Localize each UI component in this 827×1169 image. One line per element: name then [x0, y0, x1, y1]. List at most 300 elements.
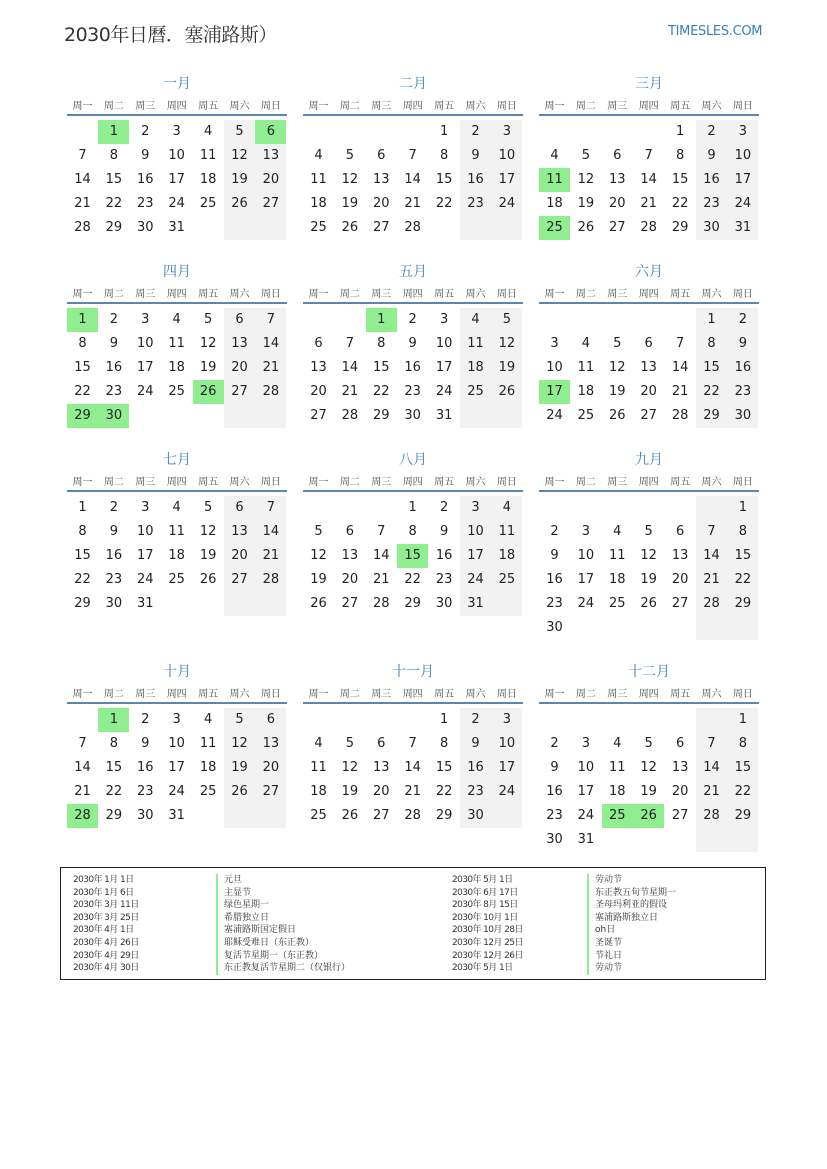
legend-holiday-name: 塞浦路斯独立日: [587, 912, 658, 925]
day-cell: 3: [581, 736, 591, 751]
day-cell: 10: [168, 736, 185, 751]
day-cell: 26: [341, 220, 359, 235]
day-cell: 29: [435, 808, 453, 823]
day-cell: 16: [137, 760, 154, 775]
header-divider: [303, 302, 523, 304]
weekday-header: 周五: [198, 689, 219, 700]
day-cell: 24: [491, 780, 522, 804]
day-cell: 22: [727, 568, 758, 592]
day-cell: 16: [404, 360, 421, 375]
day-cell: 4: [203, 712, 213, 727]
day-cell: 19: [199, 548, 217, 563]
day-cell: 16: [546, 572, 563, 587]
day-cell: 19: [577, 196, 595, 211]
day-cell: 25: [199, 784, 217, 799]
day-cell: 14: [74, 760, 91, 775]
day-cell: 28: [671, 408, 689, 423]
month-name: 七月: [163, 452, 191, 468]
weekday-header: 周日: [260, 689, 281, 700]
day-cell: 31: [168, 220, 185, 235]
day-cell: 12: [577, 172, 595, 187]
day-cell: 10: [137, 336, 154, 351]
day-cell: 28: [696, 592, 727, 616]
weekday-header: 周二: [575, 689, 596, 700]
day-cell: 16: [137, 172, 154, 187]
weekday-header: 周五: [670, 477, 691, 488]
day-cell: 15: [727, 544, 758, 568]
legend-holiday-name: 劳动节: [587, 962, 622, 975]
empty-weekend-cell: [696, 496, 727, 520]
weekday-header: 周四: [402, 289, 423, 300]
day-cell: 5: [345, 736, 355, 751]
day-cell: 29: [74, 596, 91, 611]
day-cell: 18: [199, 172, 217, 187]
day-cell: 14: [255, 332, 286, 356]
day-cell: 17: [727, 168, 758, 192]
weekday-header: 周三: [135, 477, 156, 488]
day-cell: 24: [137, 572, 154, 587]
day-cell: 8: [109, 736, 119, 751]
day-cell: 3: [439, 312, 449, 327]
day-cell: 21: [341, 384, 359, 399]
day-cell: 21: [671, 384, 689, 399]
weekday-header: 周四: [638, 101, 659, 112]
day-cell: 26: [609, 408, 626, 423]
day-cell: 17: [168, 760, 185, 775]
day-cell: 14: [671, 360, 689, 375]
weekday-header: 周五: [670, 101, 691, 112]
day-cell: 21: [640, 196, 657, 211]
weekday-header: 周日: [732, 477, 753, 488]
day-cell: 29: [671, 220, 689, 235]
day-cell: 26: [310, 596, 327, 611]
weekday-header: 周四: [402, 477, 423, 488]
day-cell: 6: [255, 708, 286, 732]
day-cell: 22: [435, 196, 453, 211]
weekday-header: 周一: [308, 477, 329, 488]
day-cell: 3: [460, 496, 491, 520]
weekday-header: 周二: [339, 477, 360, 488]
day-cell: 1: [727, 496, 758, 520]
day-cell: 3: [172, 124, 181, 139]
day-cell: 2: [439, 500, 449, 515]
day-cell: 2: [408, 312, 417, 327]
day-cell: 27: [609, 220, 626, 235]
weekday-header: 周二: [339, 101, 360, 112]
day-cell: 9: [109, 524, 119, 539]
weekday-header: 周二: [339, 289, 360, 300]
day-cell: 3: [491, 708, 522, 732]
day-cell: 19: [609, 384, 626, 399]
header-divider: [539, 490, 759, 492]
header-divider: [67, 702, 287, 704]
empty-weekend-cell: [727, 828, 758, 852]
day-cell: 31: [435, 408, 453, 423]
weekday-header: 周三: [607, 477, 628, 488]
legend-date: 2030年 4月 29日: [73, 950, 139, 961]
day-cell: 6: [613, 148, 622, 163]
legend-holiday-name: 劳动节: [587, 874, 622, 887]
day-cell: 16: [546, 784, 563, 799]
weekday-header: 周六: [229, 101, 250, 112]
day-cell: 22: [105, 784, 123, 799]
day-cell: 6: [675, 736, 685, 751]
day-cell: 6: [224, 308, 255, 332]
weekday-header: 周日: [496, 289, 517, 300]
day-cell: 4: [314, 736, 323, 751]
day-cell: 7: [644, 148, 653, 163]
day-cell: 15: [727, 756, 758, 780]
weekday-header: 周四: [166, 289, 187, 300]
day-cell: 28: [341, 408, 359, 423]
day-cell: 11: [168, 336, 185, 351]
day-cell: 12: [199, 524, 217, 539]
day-cell: 15: [435, 172, 453, 187]
header-divider: [303, 114, 523, 116]
weekday-header: 周五: [434, 289, 455, 300]
brand-link[interactable]: TIMESLES.COM: [668, 24, 763, 39]
day-cell: 17: [435, 360, 453, 375]
empty-weekend-cell: [696, 828, 727, 852]
day-cell: 17: [460, 544, 491, 568]
day-cell: 5: [224, 120, 255, 144]
month-name: 十一月: [392, 664, 434, 680]
day-cell: 23: [105, 384, 123, 399]
day-cell: 9: [460, 144, 491, 168]
weekday-header: 周一: [544, 689, 565, 700]
day-cell: 6: [377, 148, 386, 163]
day-cell: 30: [105, 596, 123, 611]
day-cell: 7: [408, 736, 417, 751]
day-cell: 9: [727, 332, 758, 356]
day-cell: 24: [435, 384, 453, 399]
day-cell: 28: [404, 808, 421, 823]
day-cell: 8: [696, 332, 727, 356]
day-cell: 7: [696, 520, 727, 544]
day-cell: 4: [172, 500, 181, 515]
day-cell: 22: [74, 384, 91, 399]
weekday-header: 周三: [371, 689, 392, 700]
day-cell: 4: [203, 124, 213, 139]
day-cell: 10: [137, 524, 154, 539]
holiday-day-cell: 11: [539, 168, 570, 192]
day-cell: 12: [491, 332, 522, 356]
day-cell: 23: [696, 192, 727, 216]
day-cell: 16: [727, 356, 758, 380]
holiday-day-cell: 1: [98, 120, 129, 144]
holiday-day-cell: 15: [397, 544, 428, 568]
day-cell: 1: [78, 500, 87, 515]
month-name: 二月: [399, 76, 427, 92]
empty-weekend-cell: [224, 804, 255, 828]
day-cell: 22: [74, 572, 91, 587]
weekday-header: 周六: [701, 289, 722, 300]
day-cell: 7: [78, 148, 87, 163]
month-name: 六月: [635, 264, 663, 280]
day-cell: 9: [550, 760, 559, 775]
weekday-header: 周一: [72, 289, 93, 300]
header-divider: [67, 302, 287, 304]
empty-weekend-cell: [491, 216, 522, 240]
day-cell: 27: [671, 596, 689, 611]
day-cell: 21: [74, 196, 91, 211]
header-divider: [539, 702, 759, 704]
weekday-header: 周六: [465, 101, 486, 112]
day-cell: 18: [491, 544, 522, 568]
header-divider: [539, 114, 759, 116]
day-cell: 2: [460, 120, 491, 144]
weekday-header: 周三: [135, 689, 156, 700]
weekday-header: 周六: [229, 289, 250, 300]
day-cell: 17: [577, 784, 595, 799]
day-cell: 25: [310, 220, 327, 235]
weekday-header: 周六: [465, 477, 486, 488]
day-cell: 10: [577, 760, 595, 775]
legend-date: 2030年 10月 28日: [452, 925, 523, 936]
empty-weekend-cell: [460, 216, 491, 240]
header-divider: [303, 702, 523, 704]
weekday-header: 周五: [198, 101, 219, 112]
day-cell: 1: [727, 708, 758, 732]
legend-holiday-name: 东正教五旬节星期一: [587, 887, 676, 900]
day-cell: 3: [172, 712, 181, 727]
day-cell: 5: [613, 336, 622, 351]
day-cell: 22: [373, 384, 390, 399]
day-cell: 18: [168, 548, 185, 563]
weekday-header: 周六: [229, 689, 250, 700]
day-cell: 17: [491, 168, 522, 192]
holiday-day-cell: 6: [255, 120, 286, 144]
holiday-day-cell: 1: [67, 308, 98, 332]
day-cell: 27: [255, 780, 286, 804]
header-divider: [539, 302, 759, 304]
weekday-header: 周六: [465, 689, 486, 700]
day-cell: 27: [640, 408, 657, 423]
day-cell: 28: [255, 380, 286, 404]
day-cell: 25: [310, 808, 327, 823]
day-cell: 10: [460, 520, 491, 544]
weekday-header: 周二: [575, 101, 596, 112]
day-cell: 11: [491, 520, 522, 544]
weekday-header: 周日: [496, 477, 517, 488]
day-cell: 2: [109, 312, 119, 327]
empty-weekend-cell: [696, 708, 727, 732]
holiday-day-cell: 17: [539, 380, 570, 404]
day-cell: 22: [696, 380, 727, 404]
day-cell: 24: [168, 784, 185, 799]
day-cell: 25: [491, 568, 522, 592]
day-cell: 26: [341, 808, 359, 823]
day-cell: 24: [168, 196, 185, 211]
day-cell: 15: [696, 356, 727, 380]
weekday-header: 周三: [607, 289, 628, 300]
day-cell: 6: [377, 736, 386, 751]
day-cell: 27: [310, 408, 327, 423]
day-cell: 19: [640, 784, 657, 799]
day-cell: 18: [609, 572, 626, 587]
weekday-header: 周五: [434, 101, 455, 112]
day-cell: 16: [460, 168, 491, 192]
day-cell: 16: [460, 756, 491, 780]
weekday-header: 周三: [371, 289, 392, 300]
day-cell: 14: [255, 520, 286, 544]
day-cell: 14: [74, 172, 91, 187]
day-cell: 29: [105, 808, 123, 823]
empty-weekend-cell: [696, 616, 727, 640]
day-cell: 24: [727, 192, 758, 216]
day-cell: 16: [435, 548, 453, 563]
day-cell: 31: [168, 808, 185, 823]
day-cell: 23: [137, 784, 154, 799]
day-cell: 5: [581, 148, 591, 163]
day-cell: 14: [404, 760, 421, 775]
day-cell: 25: [460, 380, 491, 404]
legend-holiday-name: 绿色星期一: [216, 899, 269, 912]
day-cell: 26: [199, 572, 217, 587]
day-cell: 22: [727, 780, 758, 804]
weekday-header: 周二: [339, 689, 360, 700]
day-cell: 16: [105, 548, 123, 563]
day-cell: 8: [727, 520, 758, 544]
day-cell: 27: [373, 220, 390, 235]
day-cell: 12: [609, 360, 626, 375]
legend-holiday-name: 塞浦路斯国定假日: [216, 924, 296, 937]
day-cell: 15: [105, 760, 123, 775]
day-cell: 30: [137, 220, 154, 235]
day-cell: 23: [435, 572, 453, 587]
day-cell: 23: [404, 384, 421, 399]
legend-date: 2030年 8月 15日: [452, 900, 518, 911]
weekday-header: 周二: [103, 477, 124, 488]
day-cell: 11: [310, 172, 327, 187]
day-cell: 7: [255, 308, 286, 332]
day-cell: 10: [546, 360, 563, 375]
weekday-header: 周一: [308, 689, 329, 700]
day-cell: 3: [550, 336, 559, 351]
day-cell: 19: [224, 756, 255, 780]
empty-weekend-cell: [491, 592, 522, 616]
day-cell: 29: [727, 592, 758, 616]
empty-weekend-cell: [255, 216, 286, 240]
day-cell: 28: [255, 568, 286, 592]
day-cell: 27: [671, 808, 689, 823]
day-cell: 18: [199, 760, 217, 775]
legend-holiday-name: 耶稣受难日（东正教）: [216, 937, 314, 950]
day-cell: 3: [491, 120, 522, 144]
day-cell: 3: [141, 312, 150, 327]
day-cell: 6: [644, 336, 653, 351]
legend-date: 2030年 3月 25日: [73, 912, 139, 923]
month-name: 四月: [163, 264, 191, 280]
weekday-header: 周三: [607, 689, 628, 700]
day-cell: 26: [577, 220, 595, 235]
weekday-header: 周一: [308, 101, 329, 112]
day-cell: 2: [696, 120, 727, 144]
holiday-day-cell: 25: [539, 216, 570, 240]
day-cell: 14: [696, 756, 727, 780]
legend-holiday-name: 东正教复活节星期二（仅银行）: [216, 962, 350, 975]
weekday-header: 周一: [72, 101, 93, 112]
weekday-header: 周六: [229, 477, 250, 488]
day-cell: 13: [373, 172, 390, 187]
day-cell: 2: [141, 124, 150, 139]
day-cell: 12: [341, 172, 359, 187]
day-cell: 23: [105, 572, 123, 587]
day-cell: 19: [341, 784, 359, 799]
day-cell: 4: [314, 148, 323, 163]
day-cell: 13: [255, 732, 286, 756]
weekday-header: 周日: [496, 101, 517, 112]
day-cell: 9: [550, 548, 559, 563]
day-cell: 2: [460, 708, 491, 732]
day-cell: 5: [224, 708, 255, 732]
weekday-header: 周三: [135, 101, 156, 112]
day-cell: 13: [224, 332, 255, 356]
day-cell: 1: [675, 124, 685, 139]
day-cell: 24: [137, 384, 154, 399]
day-cell: 6: [675, 524, 685, 539]
day-cell: 11: [577, 360, 595, 375]
day-cell: 8: [377, 336, 386, 351]
holiday-day-cell: 30: [98, 404, 129, 428]
day-cell: 15: [74, 360, 91, 375]
day-cell: 31: [460, 592, 491, 616]
day-cell: 24: [460, 568, 491, 592]
day-cell: 4: [581, 336, 591, 351]
day-cell: 2: [550, 524, 559, 539]
day-cell: 21: [255, 544, 286, 568]
legend-holiday-name: 复活节星期一（东正教）: [216, 950, 323, 963]
day-cell: 17: [137, 360, 154, 375]
day-cell: 10: [727, 144, 758, 168]
day-cell: 16: [105, 360, 123, 375]
weekday-header: 周日: [260, 477, 281, 488]
weekday-header: 周四: [166, 477, 187, 488]
weekday-header: 周日: [732, 689, 753, 700]
month-name: 三月: [635, 76, 663, 92]
day-cell: 7: [255, 496, 286, 520]
legend-date: 2030年 10月 1日: [452, 912, 518, 923]
weekday-header: 周二: [575, 477, 596, 488]
empty-weekend-cell: [224, 216, 255, 240]
empty-weekend-cell: [255, 592, 286, 616]
weekday-header: 周二: [103, 289, 124, 300]
day-cell: 5: [345, 148, 355, 163]
weekday-header: 周五: [670, 289, 691, 300]
day-cell: 27: [255, 192, 286, 216]
day-cell: 7: [408, 148, 417, 163]
day-cell: 24: [577, 596, 595, 611]
day-cell: 2: [550, 736, 559, 751]
page-title: 2030年日曆．塞浦路斯）: [64, 24, 277, 46]
day-cell: 20: [609, 196, 626, 211]
day-cell: 8: [78, 336, 87, 351]
day-cell: 29: [105, 220, 123, 235]
weekday-header: 周五: [198, 477, 219, 488]
day-cell: 15: [671, 172, 689, 187]
weekday-header: 周四: [402, 689, 423, 700]
day-cell: 11: [199, 736, 217, 751]
weekday-header: 周四: [166, 689, 187, 700]
weekday-header: 周四: [166, 101, 187, 112]
day-cell: 2: [109, 500, 119, 515]
legend-holiday-name: 节礼日: [587, 950, 622, 963]
legend-date: 2030年 4月 1日: [73, 925, 134, 936]
month-name: 一月: [163, 76, 191, 92]
day-cell: 24: [577, 808, 595, 823]
day-cell: 7: [78, 736, 87, 751]
day-cell: 25: [168, 384, 185, 399]
